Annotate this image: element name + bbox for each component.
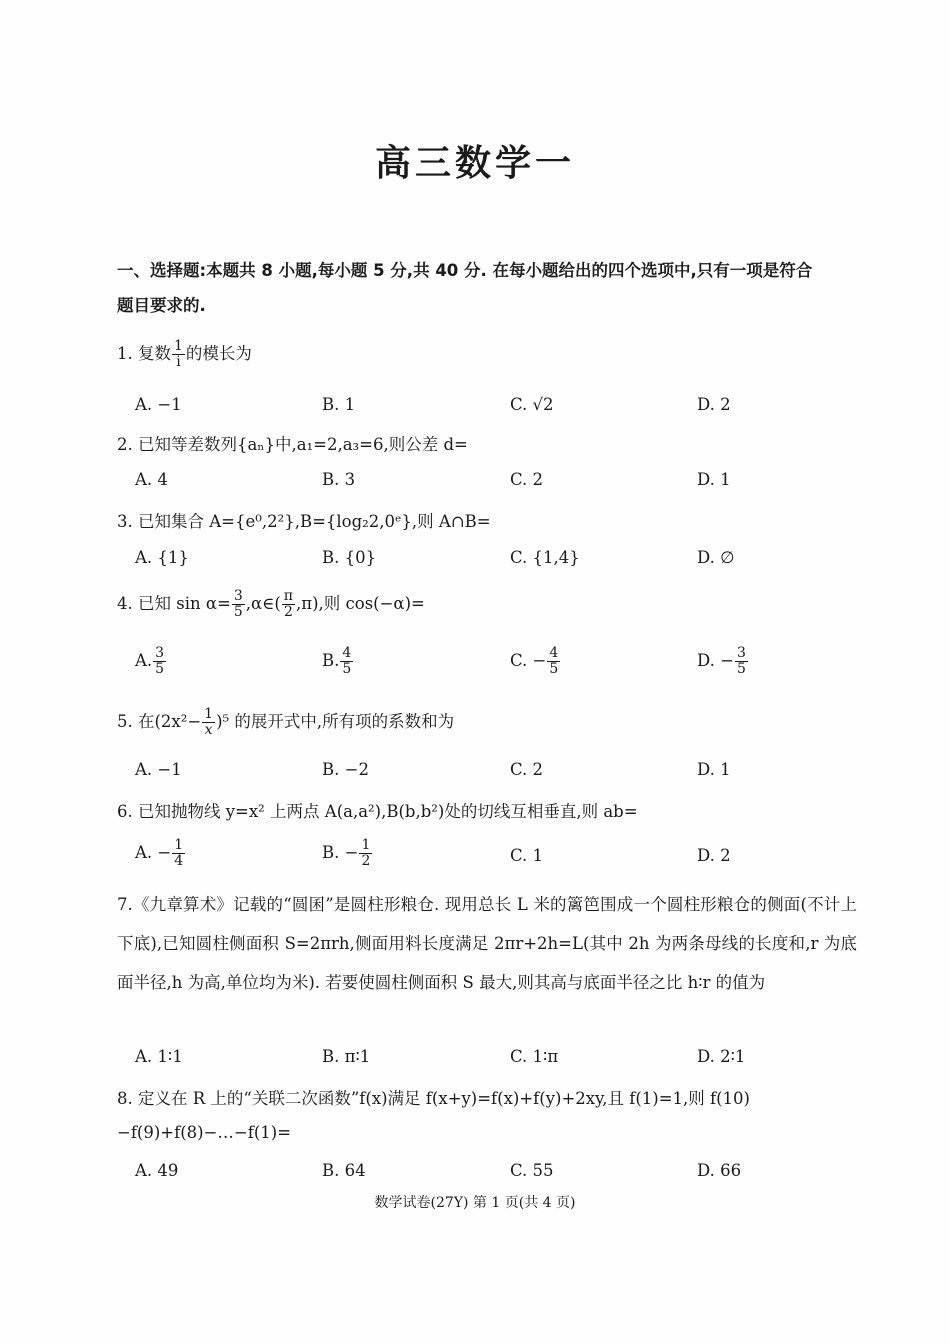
q6-option-a bbox=[135, 838, 186, 869]
fraction-denominator: i bbox=[176, 354, 181, 370]
q3-option-b: B. {0} bbox=[322, 548, 377, 567]
question-5 bbox=[117, 707, 454, 738]
question-1 bbox=[117, 339, 252, 370]
question-6: 6. 已知抛物线 y=x² 上两点 A(a,a²),B(b,b²)处的切线互相垂直,则 ab= bbox=[117, 802, 638, 821]
q8-option-c: C. 55 bbox=[510, 1161, 554, 1180]
q4-option-d bbox=[697, 646, 749, 677]
fraction-numerator: 1 bbox=[174, 338, 183, 354]
fraction-denominator: 5 bbox=[736, 661, 746, 677]
question-4-tail: ,π),则 cos(−α)= bbox=[296, 594, 425, 613]
option-letter: D. − bbox=[697, 651, 734, 670]
q5-option-d: D. 1 bbox=[697, 760, 731, 779]
question-7: 7.《九章算术》记载的“圆囷”是圆柱形粮仓. 现用总长 L 米的篱笆围成一个圆柱形粮仓的侧面(不计上下底),已知圆柱侧面积 S=2πrh,侧面用料长度满足 2πr+2h=L(其中 2h 为两条母线的长度和,r 为底面半径,h 为高,单位均为米). 若要使圆柱侧面积 S 最大,则其高与底面半径之比 h∶r 的值为 bbox=[117, 895, 857, 992]
question-5-tail: )⁵ 的展开式中,所有项的系数和为 bbox=[216, 712, 455, 731]
q7-option-b: B. π∶1 bbox=[322, 1047, 371, 1066]
q2-option-d: D. 1 bbox=[697, 470, 731, 489]
question-2: 2. 已知等差数列{aₙ}中,a₁=2,a₃=6,则公差 d= bbox=[117, 435, 468, 454]
q1-option-b: B. 1 bbox=[322, 395, 356, 414]
fraction-numerator: 3 bbox=[736, 645, 746, 661]
page-title: 高三数学一 bbox=[374, 143, 575, 184]
page-footer: 数学试卷(27Y) 第 1 页(共 4 页) bbox=[374, 1195, 576, 1211]
option-letter: A. bbox=[135, 651, 153, 670]
option-letter: C. − bbox=[510, 651, 547, 670]
question-3: 3. 已知集合 A={e⁰,2²},B={log₂2,0ᵉ},则 A∩B= bbox=[117, 512, 491, 531]
q1-option-d: D. 2 bbox=[697, 395, 731, 414]
option-letter: B. bbox=[322, 651, 340, 670]
fraction-denominator: 2 bbox=[283, 604, 293, 620]
question-4-mid: ,α∈( bbox=[245, 594, 281, 613]
q8-option-b: B. 64 bbox=[322, 1161, 366, 1180]
q6-option-b bbox=[322, 838, 373, 869]
q5-option-b: B. −2 bbox=[322, 760, 369, 779]
q8-option-d: D. 66 bbox=[697, 1161, 742, 1180]
q1-option-c: C. √2 bbox=[510, 395, 554, 414]
fraction-numerator: 1 bbox=[174, 837, 184, 853]
pi-fraction bbox=[282, 589, 295, 620]
fraction-denominator: 2 bbox=[361, 853, 371, 869]
q7-option-a: A. 1∶1 bbox=[135, 1047, 183, 1066]
option-letter: B. − bbox=[322, 843, 359, 862]
q3-option-d: D. ∅ bbox=[697, 548, 735, 567]
section-heading-line2: 题目要求的. bbox=[117, 296, 206, 315]
fraction-denominator: 5 bbox=[155, 661, 165, 677]
fraction-numerator: 4 bbox=[342, 645, 352, 661]
fraction-denominator: 4 bbox=[174, 853, 184, 869]
question-1-label: 1. 复数 bbox=[117, 344, 171, 363]
fraction-numerator: 1 bbox=[361, 837, 371, 853]
section-heading-line1: 一、选择题:本题共 8 小题,每小题 5 分,共 40 分. 在每小题给出的四个选项中,只有一项是符合 bbox=[117, 261, 813, 280]
q4-option-a bbox=[135, 646, 167, 677]
fraction-denominator: 5 bbox=[549, 661, 559, 677]
question-5-fraction bbox=[202, 707, 215, 738]
question-1-fraction bbox=[172, 339, 185, 370]
q8-option-a: A. 49 bbox=[135, 1161, 179, 1180]
question-8-line2: −f(9)+f(8)−…−f(1)= bbox=[117, 1123, 292, 1142]
question-1-tail: 的模长为 bbox=[185, 344, 252, 363]
fraction-numerator: 3 bbox=[155, 645, 165, 661]
question-4 bbox=[117, 589, 425, 620]
q2-option-b: B. 3 bbox=[322, 470, 356, 489]
q5-option-a: A. −1 bbox=[135, 760, 182, 779]
question-5-label: 5. 在(2x²− bbox=[117, 712, 202, 731]
q3-option-a: A. {1} bbox=[135, 548, 189, 567]
q3-option-c: C. {1,4} bbox=[510, 548, 580, 567]
q4-option-c bbox=[510, 646, 561, 677]
q6-option-d: D. 2 bbox=[697, 846, 731, 865]
question-4-label: 4. 已知 sin α= bbox=[117, 594, 231, 613]
fraction-numerator: π bbox=[283, 588, 293, 604]
fraction-denominator: x bbox=[204, 722, 213, 738]
fraction-numerator: 4 bbox=[549, 645, 559, 661]
q7-option-c: C. 1∶π bbox=[510, 1047, 559, 1066]
q7-option-d: D. 2∶1 bbox=[697, 1047, 746, 1066]
q1-option-a: A. −1 bbox=[135, 395, 182, 414]
option-letter: A. − bbox=[135, 843, 172, 862]
q2-option-a: A. 4 bbox=[135, 470, 168, 489]
q2-option-c: C. 2 bbox=[510, 470, 544, 489]
fraction-denominator: 5 bbox=[342, 661, 352, 677]
q5-option-c: C. 2 bbox=[510, 760, 544, 779]
fraction-numerator: 1 bbox=[204, 706, 214, 722]
question-8-line1: 8. 定义在 R 上的“关联二次函数”f(x)满足 f(x+y)=f(x)+f(y)+2xy,且 f(1)=1,则 f(10) bbox=[117, 1089, 750, 1108]
sin-fraction bbox=[232, 589, 245, 620]
q4-option-b bbox=[322, 646, 354, 677]
fraction-numerator: 3 bbox=[233, 588, 243, 604]
q6-option-c: C. 1 bbox=[510, 846, 544, 865]
fraction-denominator: 5 bbox=[233, 604, 243, 620]
